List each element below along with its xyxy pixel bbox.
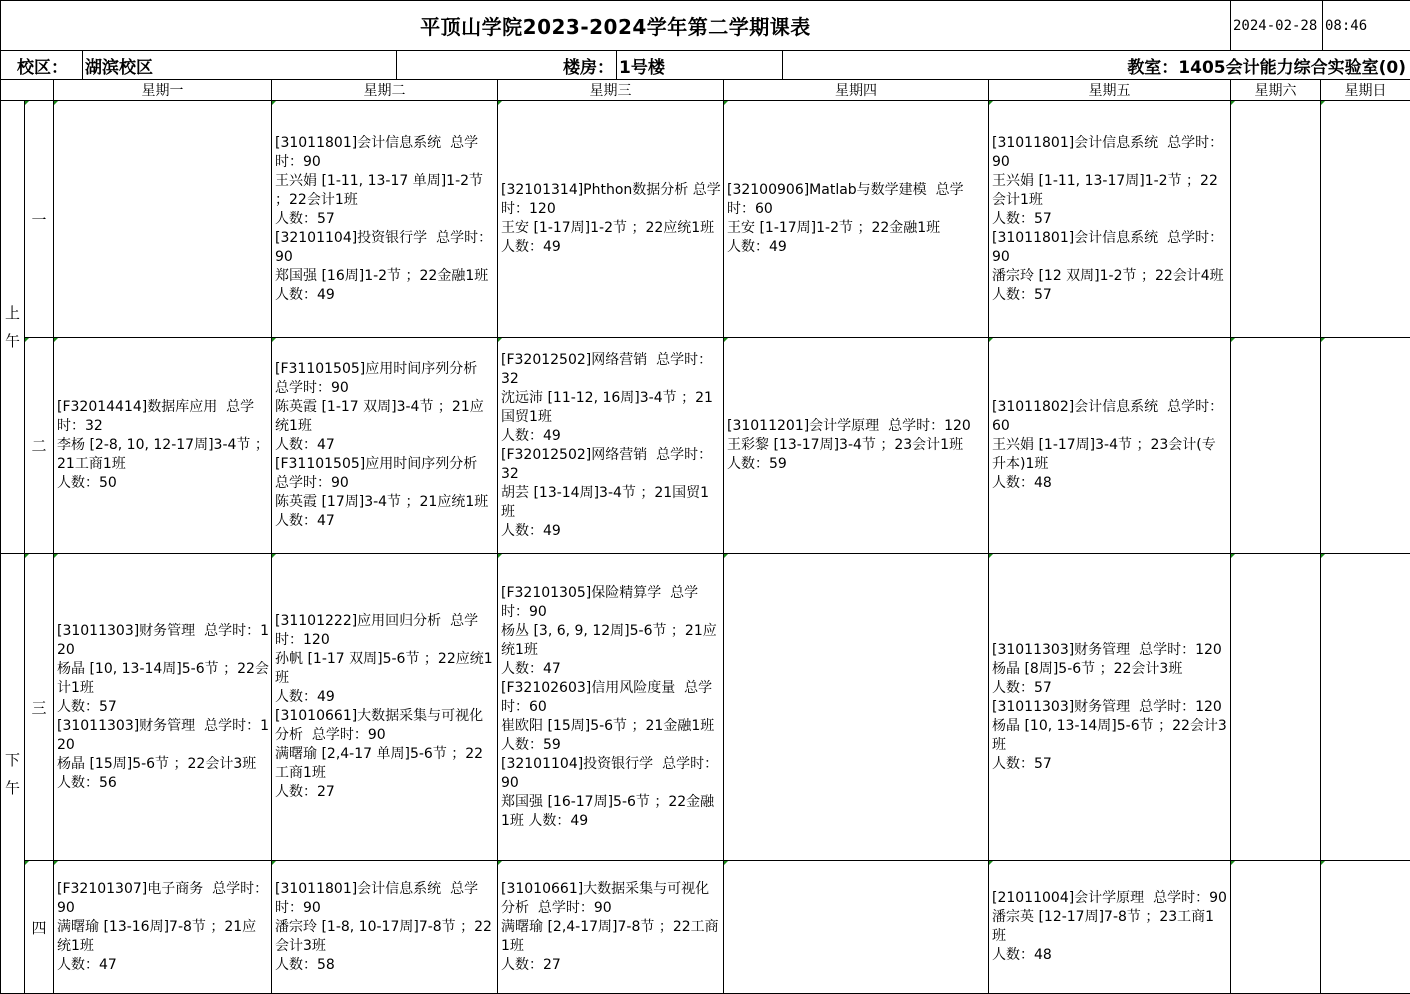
period-label-1: 一: [25, 101, 54, 338]
period-row-2: [1, 338, 1410, 554]
schedule-cell[interactable]: [32101314]Phthon数据分析 总学时：120 王安 [1-17周]1-2节 ；22应统1班 人数：49: [498, 101, 724, 338]
schedule-cell[interactable]: [31011802]会计信息系统 总学时：60 王兴娟 [1-17周]3-4节 ；23会计(专升本)1班 人数：48: [989, 338, 1231, 554]
day-header-wed: 星期三: [498, 80, 724, 101]
schedule-cell[interactable]: [724, 861, 989, 994]
period-label-3: 三: [25, 554, 54, 861]
building-value: 1号楼: [617, 51, 783, 80]
corner-cell: [1, 80, 54, 101]
schedule-cell[interactable]: [F32101305]保险精算学 总学时：90 杨丛 [3, 6, 9, 12周]5-6节 ；21应统1班 人数：47 [F32102603]信用风险度量 总学时：60 崔欧阳 [15周]5-6节 ；21金融1班 人数：59 [32101104]投资银行学 总学时：90 郑国强 [16-17周]5-6节 ；22金融1班 人数：49: [498, 554, 724, 861]
schedule-cell[interactable]: [1321, 554, 1410, 861]
day-header-sun: 星期日: [1321, 80, 1410, 101]
schedule-cell[interactable]: [31011303]财务管理 总学时：120 杨晶 [10, 13-14周]5-6节 ；22会计1班 人数：57 [31011303]财务管理 总学时：120 杨晶 [15周]5-6节 ；22会计3班 人数：56: [54, 554, 272, 861]
period-label-2: 二: [25, 338, 54, 554]
schedule-table: [0, 79, 1410, 994]
schedule-cell[interactable]: [1321, 338, 1410, 554]
schedule-cell[interactable]: [F32101307]电子商务 总学时：90 满曙瑜 [13-16周]7-8节 ；21应统1班 人数：47: [54, 861, 272, 994]
title-bar: [0, 0, 1410, 51]
day-header-thu: 星期四: [724, 80, 989, 101]
schedule-cell[interactable]: [F32014414]数据库应用 总学时：32 李杨 [2-8, 10, 12-17周]3-4节 ；21工商1班 人数：50: [54, 338, 272, 554]
schedule-cell[interactable]: [1231, 554, 1321, 861]
schedule-cell[interactable]: [54, 101, 272, 338]
day-header-sat: 星期六: [1231, 80, 1321, 101]
schedule-cell[interactable]: [F31101505]应用时间序列分析 总学时：90 陈英霞 [1-17 双周]3-4节 ；21应统1班 人数：47 [F31101505]应用时间序列分析 总学时：90 陈英霞 [17周]3-4节 ；21应统1班 人数：47: [272, 338, 498, 554]
schedule-cell[interactable]: [1321, 861, 1410, 994]
schedule-cell[interactable]: [31011201]会计学原理 总学时：120 王彩黎 [13-17周]3-4节 ；23会计1班 人数：59: [724, 338, 989, 554]
schedule-cell[interactable]: [1231, 861, 1321, 994]
period-row-3: [1, 554, 1410, 861]
schedule-cell[interactable]: [724, 554, 989, 861]
schedule-cell[interactable]: [F32012502]网络营销 总学时：32 沈远沛 [11-12, 16周]3-4节 ；21国贸1班 人数：49 [F32012502]网络营销 总学时：32 胡芸 [13-14周]3-4节 ；21国贸1班 人数：49: [498, 338, 724, 554]
schedule-cell[interactable]: [32100906]Matlab与数学建模 总学时：60 王安 [1-17周]1-2节 ；22金融1班 人数：49: [724, 101, 989, 338]
day-header-tue: 星期二: [272, 80, 498, 101]
day-header-fri: 星期五: [989, 80, 1231, 101]
schedule-cell[interactable]: [31011801]会计信息系统 总学时：90 王兴娟 [1-11, 13-17 单周]1-2节 ；22会计1班 人数：57 [32101104]投资银行学 总学时：90 郑国强 [16周]1-2节 ；22金融1班 人数：49: [272, 101, 498, 338]
schedule-cell[interactable]: [1231, 101, 1321, 338]
info-bar: [0, 50, 1410, 80]
day-header-mon: 星期一: [54, 80, 272, 101]
print-date: 2024-02-28: [1231, 1, 1323, 51]
page-title: 平顶山学院2023-2024学年第二学期课表: [1, 1, 1231, 51]
classroom-label: 教室：1405会计能力综合实验室(0): [783, 51, 1410, 80]
schedule-cell[interactable]: [21011004]会计学原理 总学时：90 潘宗英 [12-17周]7-8节 ；23工商1班 人数：48: [989, 861, 1231, 994]
schedule-cell[interactable]: [1231, 338, 1321, 554]
schedule-cell[interactable]: [31010661]大数据采集与可视化分析 总学时：90 满曙瑜 [2,4-17周]7-8节 ；22工商1班 人数：27: [498, 861, 724, 994]
campus-value: 湖滨校区: [83, 51, 397, 80]
period-label-4: 四: [25, 861, 54, 994]
building-label: 楼房：: [397, 51, 617, 80]
schedule-cell[interactable]: [1321, 101, 1410, 338]
print-time: 08:46: [1323, 1, 1410, 51]
schedule-cell[interactable]: [31011303]财务管理 总学时：120 杨晶 [8周]5-6节 ；22会计3班 人数：57 [31011303]财务管理 总学时：120 杨晶 [10, 13-14周]5-6节 ；22会计3班 人数：57: [989, 554, 1231, 861]
schedule-cell[interactable]: [31011801]会计信息系统 总学时：90 潘宗玲 [1-8, 10-17周]7-8节 ；22会计3班 人数：58: [272, 861, 498, 994]
day-header-row: [1, 80, 1410, 101]
schedule-cell[interactable]: [31011801]会计信息系统 总学时：90 王兴娟 [1-11, 13-17周]1-2节 ；22会计1班 人数：57 [31011801]会计信息系统 总学时：90 潘宗玲 [12 双周]1-2节 ；22会计4班 人数：57: [989, 101, 1231, 338]
period-row-1: [1, 101, 1410, 338]
period-row-4: [1, 861, 1410, 994]
campus-label: 校区：: [1, 51, 83, 80]
morning-label: 上 午: [1, 101, 25, 554]
afternoon-label: 下 午: [1, 554, 25, 994]
schedule-cell[interactable]: [31101222]应用回归分析 总学时：120 孙帆 [1-17 双周]5-6节 ；22应统1班 人数：49 [31010661]大数据采集与可视化分析 总学时：90 满曙瑜 [2,4-17 单周]5-6节 ；22工商1班 人数：27: [272, 554, 498, 861]
